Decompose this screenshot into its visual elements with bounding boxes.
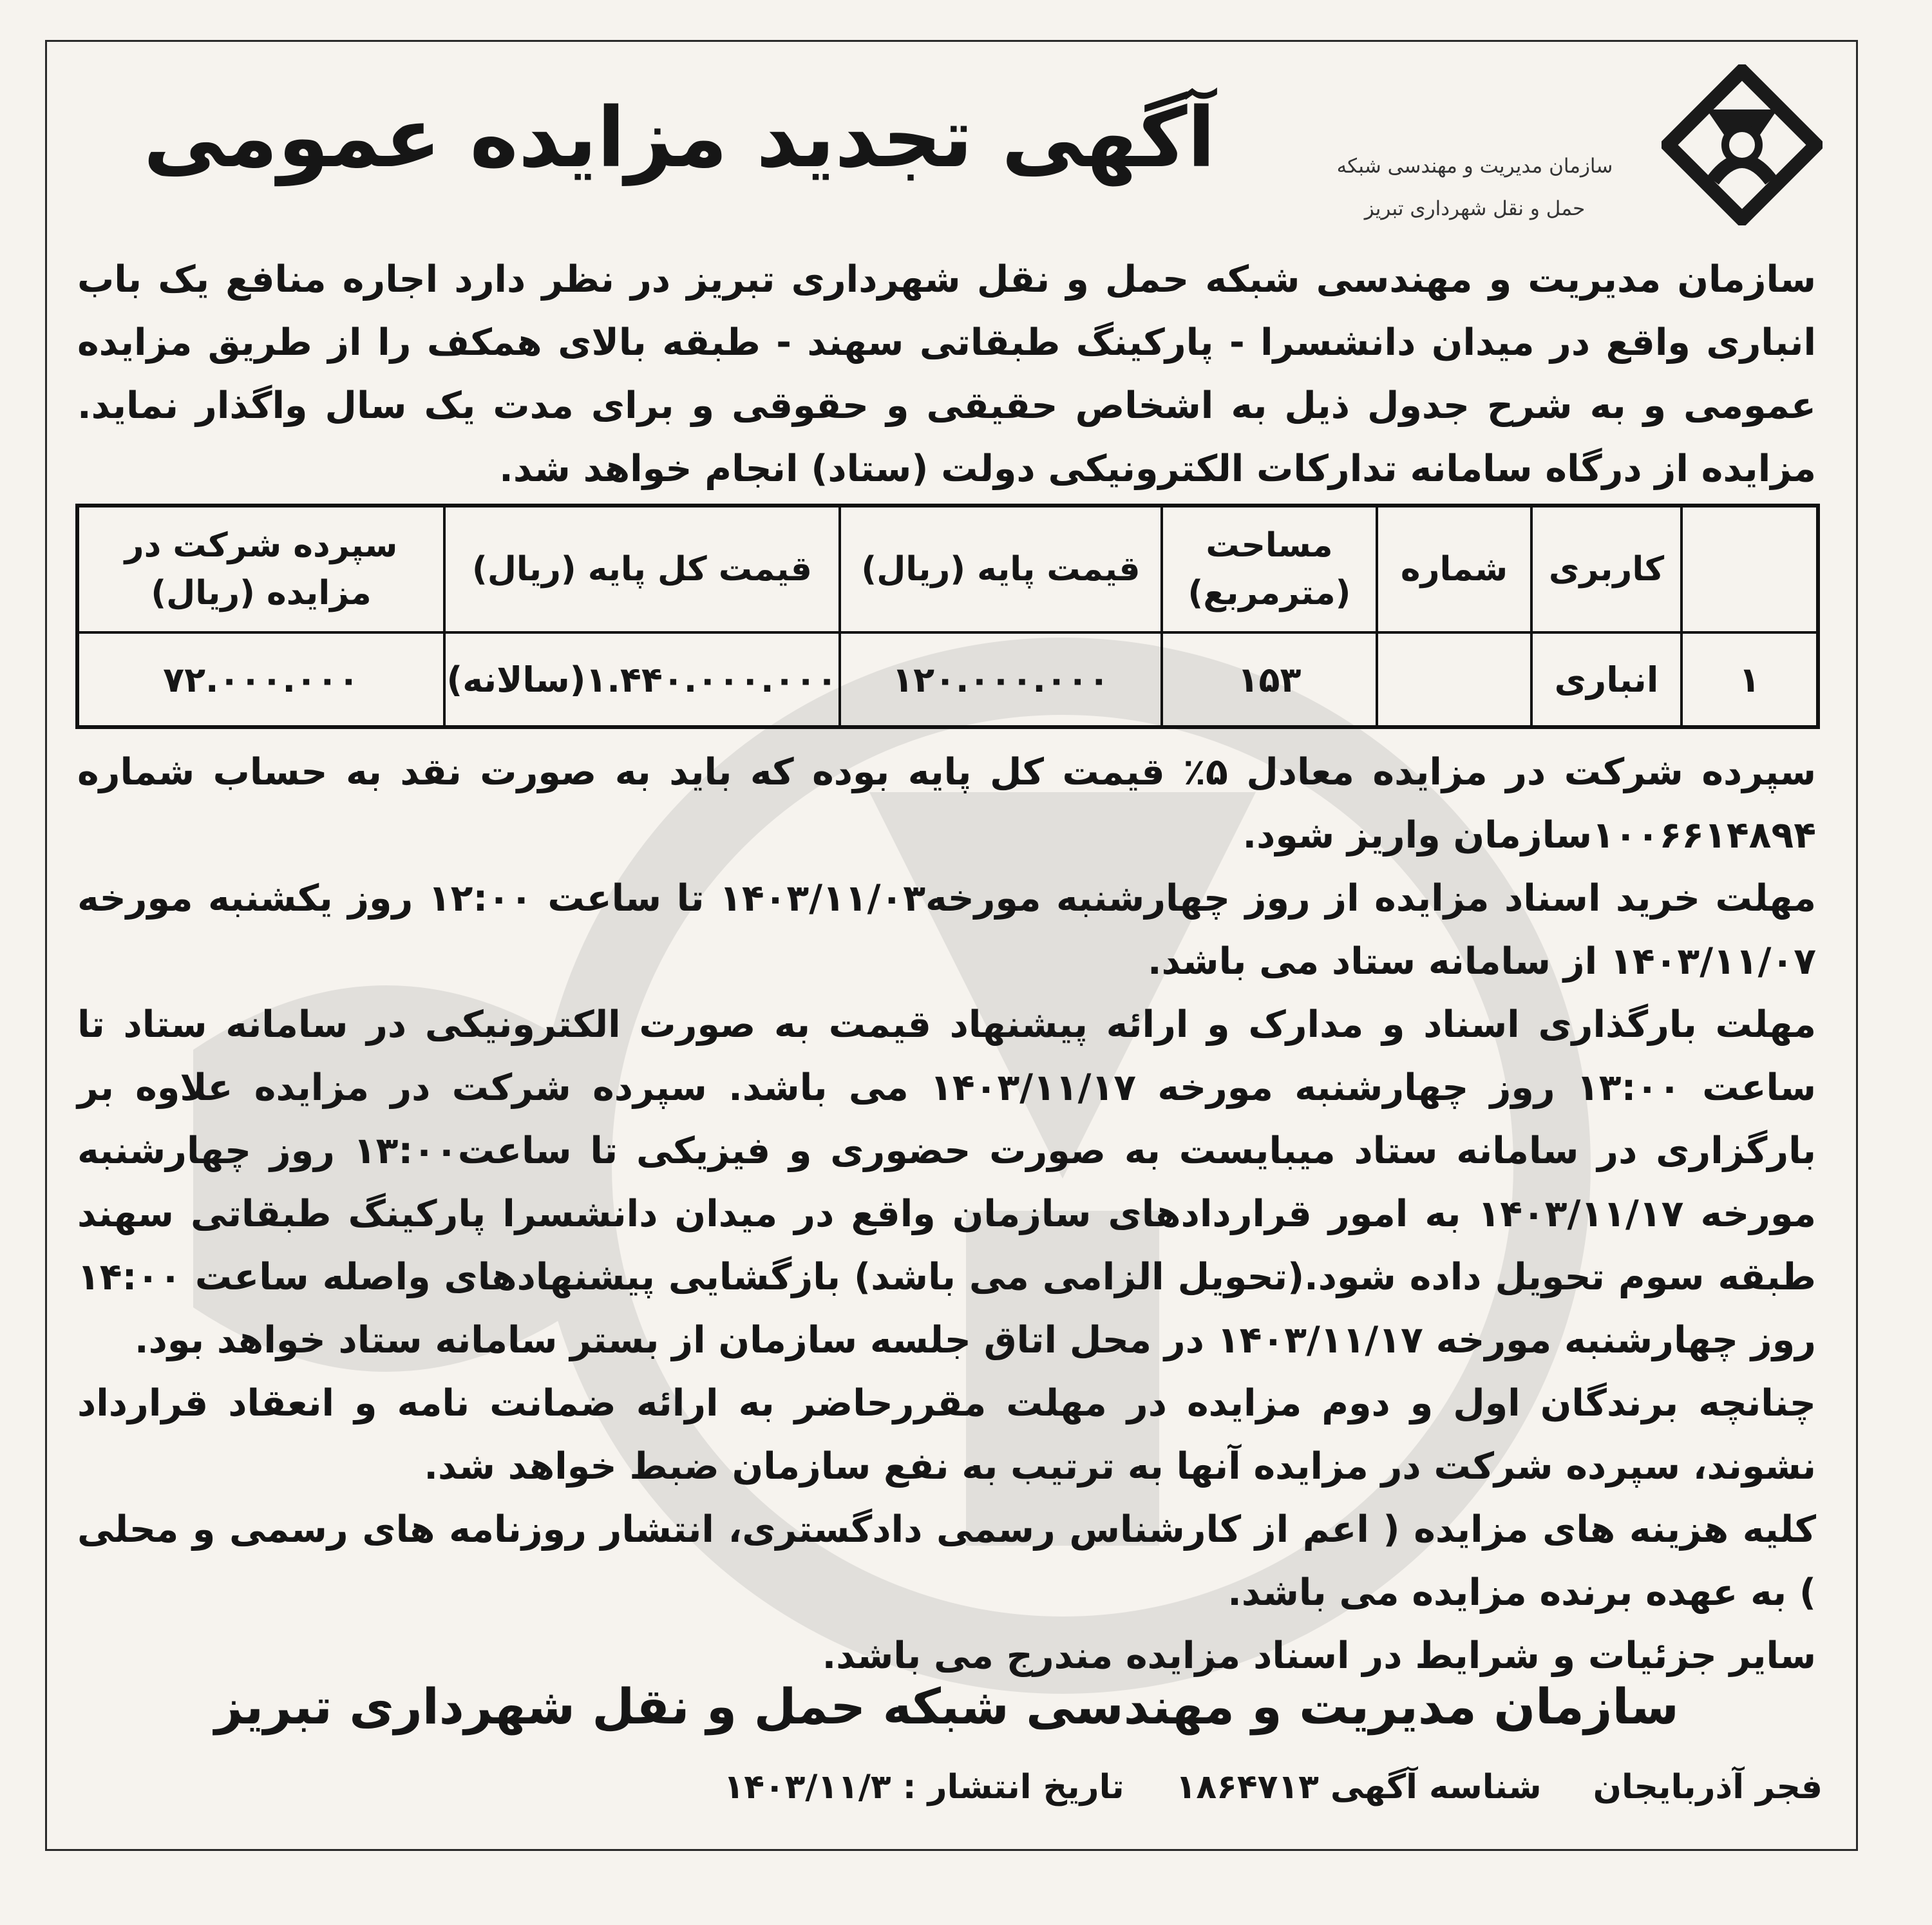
ad-id: شناسه آگهی ۱۸۶۴۷۱۳ xyxy=(1175,1768,1542,1806)
winner-obligation-paragraph: چنانچه برندگان اول و دوم مزایده در مهلت مقررحاضر به ارائه ضمانت نامه و انعقاد قرارداد نشوند، سپرده شرکت در مزایده آنها به ترتیب به نفع سازمان ضبط خواهد شد. xyxy=(77,1382,1816,1488)
header-total-base-price: قیمت کل پایه (ریال) xyxy=(444,506,840,632)
document-purchase-paragraph: مهلت خرید اسناد مزایده از روز چهارشنبه مورخه۱۴۰۳/۱۱/۰۳ تا ساعت ۱۲:۰۰ روز یکشنبه مورخه ۱۴۰۳/۱۱/۰۷ از سامانه ستاد می باشد. xyxy=(77,877,1817,983)
table-row xyxy=(77,632,1818,727)
intro-paragraph xyxy=(77,248,1816,500)
cell-deposit: ۷۲.۰۰۰.۰۰۰ xyxy=(77,632,444,727)
organization-name-block xyxy=(1294,145,1655,230)
newspaper-name: فجر آذربایجان xyxy=(1593,1768,1823,1806)
footer xyxy=(77,1768,1823,1806)
cell-number xyxy=(1377,632,1531,727)
conditions-section xyxy=(77,741,1816,1687)
header-usage: کاربری xyxy=(1531,506,1681,632)
header-number: شماره xyxy=(1377,506,1531,632)
cell-usage: انباری xyxy=(1531,632,1681,727)
cell-area: ۱۵۳ xyxy=(1162,632,1377,727)
auction-table xyxy=(75,504,1820,729)
header-area: مساحت (مترمربع) xyxy=(1162,506,1377,632)
signature: سازمان مدیریت و مهندسی شبکه حمل و نقل شهرداری تبریز xyxy=(214,1678,1679,1735)
org-line-1: سازمان مدیریت و مهندسی شبکه xyxy=(1336,155,1613,178)
deposit-paragraph: سپرده شرکت در مزایده معادل ۵٪ قیمت کل پایه بوده که باید به صورت نقد به حساب شماره ۱۰۰۶۶۱۴۸۹۴سازمان واریز شود. xyxy=(77,751,1816,857)
table-header-row xyxy=(77,506,1818,632)
intro-text: سازمان مدیریت و مهندسی شبکه حمل و نقل شهرداری تبریز در نظر دارد اجاره منافع یک باب انباری واقع در میدان دانشسرا - پارکینگ طبقاتی سهند - طبقه بالای همکف را از طریق مزایده عمومی و به شرح جدول ذیل به اشخاص حقیقی و حقوقی و برای مدت یک سال واگذار نماید. مزایده از درگاه سامانه تدارکات الکترونیکی دولت (ستاد) انجام خواهد شد. xyxy=(77,258,1816,490)
cell-total-base-price: ۱.۴۴۰.۰۰۰.۰۰۰(سالانه) xyxy=(444,632,840,727)
org-line-2: حمل و نقل شهرداری تبریز xyxy=(1364,197,1586,220)
publish-date: تاریخ انتشار : ۱۴۰۳/۱۱/۳ xyxy=(723,1768,1124,1806)
organization-logo xyxy=(1662,64,1823,225)
cell-row-number: ۱ xyxy=(1681,632,1818,727)
upload-deadline-paragraph: مهلت بارگذاری اسناد و مدارک و ارائه پیشنهاد قیمت به صورت الکترونیکی در سامانه ستاد تا ساعت ۱۳:۰۰ روز چهارشنبه مورخه ۱۴۰۳/۱۱/۱۷ می باشد. سپرده شرکت در مزایده علاوه بر بارگزاری در سامانه ستاد میبایست به صورت حضوری و فیزیکی تا ساعت۱۳:۰۰ روز چهارشنبه مورخه ۱۴۰۳/۱۱/۱۷ به امور قراردادهای سازمان واقع در میدان دانشسرا پارکینگ طبقاتی سهند طبقه سوم تحویل داده شود.(تحویل الزامی می باشد) بازگشایی پیشنهادهای واصله ساعت ۱۴:۰۰ روز چهارشنبه مورخه ۱۴۰۳/۱۱/۱۷ در محل اتاق جلسه سازمان از بستر سامانه ستاد خواهد بود. xyxy=(77,1003,1817,1361)
cell-base-price: ۱۲۰.۰۰۰.۰۰۰ xyxy=(840,632,1162,727)
other-details-paragraph: سایر جزئیات و شرایط در اسناد مزایده مندرج می باشد. xyxy=(822,1635,1816,1677)
notice-title: آگهی تجدید مزایده عمومی xyxy=(143,90,1216,186)
header-base-price: قیمت پایه (ریال) xyxy=(840,506,1162,632)
header-row-number xyxy=(1681,506,1818,632)
header-deposit: سپرده شرکت در مزایده (ریال) xyxy=(77,506,444,632)
costs-paragraph: کلیه هزینه های مزایده ( اعم از کارشناس رسمی دادگستری، انتشار روزنامه های رسمی و محلی ) به عهده برنده مزایده می باشد. xyxy=(77,1508,1816,1614)
